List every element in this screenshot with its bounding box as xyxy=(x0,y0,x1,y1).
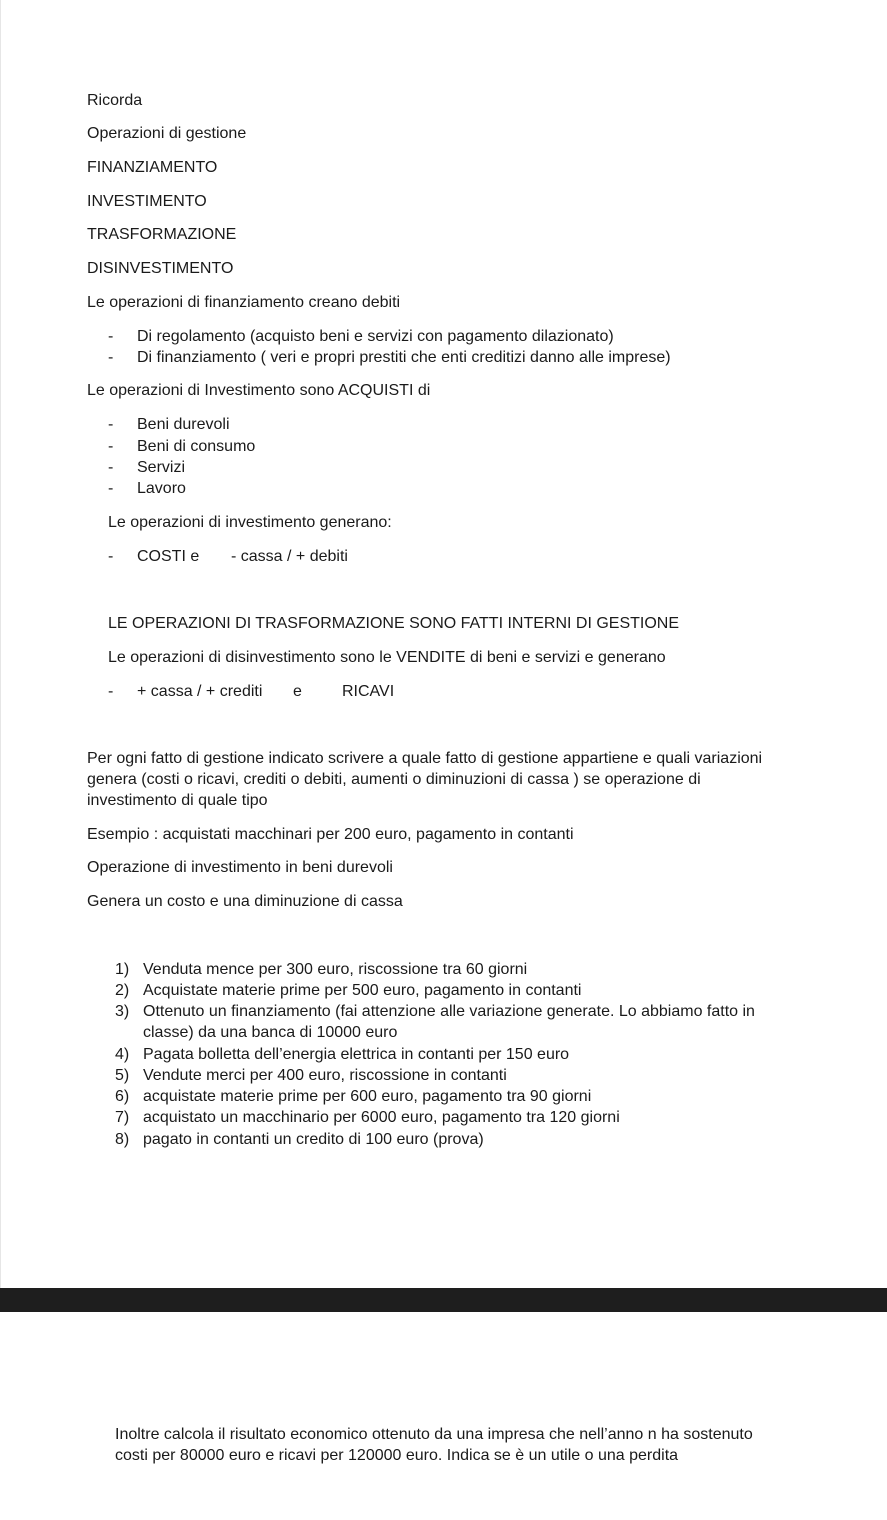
investimento-intro: Le operazioni di Investimento sono ACQUISTI di xyxy=(87,382,431,399)
exercise-text: Ottenuto un finanziamento (fai attenzione alle variazione generate. Lo abbiamo fatto in xyxy=(143,1003,755,1020)
consegna-line: investimento di quale tipo xyxy=(87,792,268,809)
exercise-text: Venduta mence per 300 euro, riscossione tra 60 giorni xyxy=(143,961,528,978)
bullet-dash: - xyxy=(108,459,114,476)
exercise-text: Acquistate materie prime per 500 euro, pagamento in contanti xyxy=(143,982,582,999)
op-type-trasformazione: TRASFORMAZIONE xyxy=(87,226,237,243)
page-separator xyxy=(0,1288,887,1312)
investimento-item: Lavoro xyxy=(137,480,186,497)
exercise-number: 8) xyxy=(115,1131,130,1148)
op-type-finanziamento: FINANZIAMENTO xyxy=(87,159,218,176)
operazioni-title: Operazioni di gestione xyxy=(87,125,247,142)
exercise-number: 4) xyxy=(115,1046,130,1063)
investimento-item: Beni di consumo xyxy=(137,438,256,455)
exercise-text: acquistate materie prime per 600 euro, pagamento tra 90 giorni xyxy=(143,1088,592,1105)
risultato-economico-line: Inoltre calcola il risultato economico ottenuto da una impresa che nell’anno n ha sostenuto xyxy=(115,1426,753,1443)
bullet-dash: - xyxy=(108,328,114,345)
risultato-economico-line: costi per 80000 euro e ricavi per 120000 euro. Indica se è un utile o una perdita xyxy=(115,1447,679,1464)
esempio: Esempio : acquistati macchinari per 200 euro, pagamento in contanti xyxy=(87,826,574,843)
op-type-investimento: INVESTIMENTO xyxy=(87,193,207,210)
disinvestimento-e: e xyxy=(293,683,302,700)
ricorda-label: Ricorda xyxy=(87,92,143,109)
exercise-number: 3) xyxy=(115,1003,130,1020)
bullet-dash: - xyxy=(108,349,114,366)
op-type-disinvestimento: DISINVESTIMENTO xyxy=(87,260,234,277)
bullet-dash: - xyxy=(108,416,114,433)
esempio-genera: Genera un costo e una diminuzione di cassa xyxy=(87,893,403,910)
exercise-number: 5) xyxy=(115,1067,130,1084)
exercise-number: 1) xyxy=(115,961,130,978)
exercise-text: Pagata bolletta dell’energia elettrica in contanti per 150 euro xyxy=(143,1046,570,1063)
exercise-text: classe) da una banca di 10000 euro xyxy=(143,1024,398,1041)
disinvestimento-intro: Le operazioni di disinvestimento sono le VENDITE di beni e servizi e generano xyxy=(108,649,666,666)
exercise-number: 2) xyxy=(115,982,130,999)
disinvestimento-cassa-crediti: + cassa / + crediti xyxy=(137,683,263,700)
page-edge xyxy=(0,0,1,1288)
consegna-line: genera (costi o ricavi, crediti o debiti, aumenti o diminuzioni di cassa ) se operazione di xyxy=(87,771,701,788)
finanziamento-item: Di regolamento (acquisto beni e servizi con pagamento dilazionato) xyxy=(137,328,614,345)
bullet-dash: - xyxy=(108,480,114,497)
exercise-text: acquistato un macchinario per 6000 euro, pagamento tra 120 giorni xyxy=(143,1109,620,1126)
investimento-costi: COSTI e xyxy=(137,548,200,565)
exercise-text: pagato in contanti un credito di 100 euro (prova) xyxy=(143,1131,484,1148)
esempio-operazione: Operazione di investimento in beni durevoli xyxy=(87,859,393,876)
exercise-number: 6) xyxy=(115,1088,130,1105)
investimento-cassa-debiti: - cassa / + debiti xyxy=(231,548,348,565)
investimento-generano: Le operazioni di investimento generano: xyxy=(108,514,392,531)
consegna-line: Per ogni fatto di gestione indicato scrivere a quale fatto di gestione appartiene e quali variazioni xyxy=(87,750,763,767)
bullet-dash: - xyxy=(108,683,114,700)
investimento-item: Servizi xyxy=(137,459,186,476)
finanziamento-intro: Le operazioni di finanziamento creano debiti xyxy=(87,294,401,311)
exercise-number: 7) xyxy=(115,1109,130,1126)
exercise-text: Vendute merci per 400 euro, riscossione in contanti xyxy=(143,1067,507,1084)
bullet-dash: - xyxy=(108,438,114,455)
investimento-item: Beni durevoli xyxy=(137,416,230,433)
disinvestimento-ricavi: RICAVI xyxy=(342,683,395,700)
finanziamento-item: Di finanziamento ( veri e propri prestiti che enti creditizi danno alle imprese) xyxy=(137,349,671,366)
bullet-dash: - xyxy=(108,548,114,565)
trasformazione-note: LE OPERAZIONI DI TRASFORMAZIONE SONO FATTI INTERNI DI GESTIONE xyxy=(108,615,680,632)
